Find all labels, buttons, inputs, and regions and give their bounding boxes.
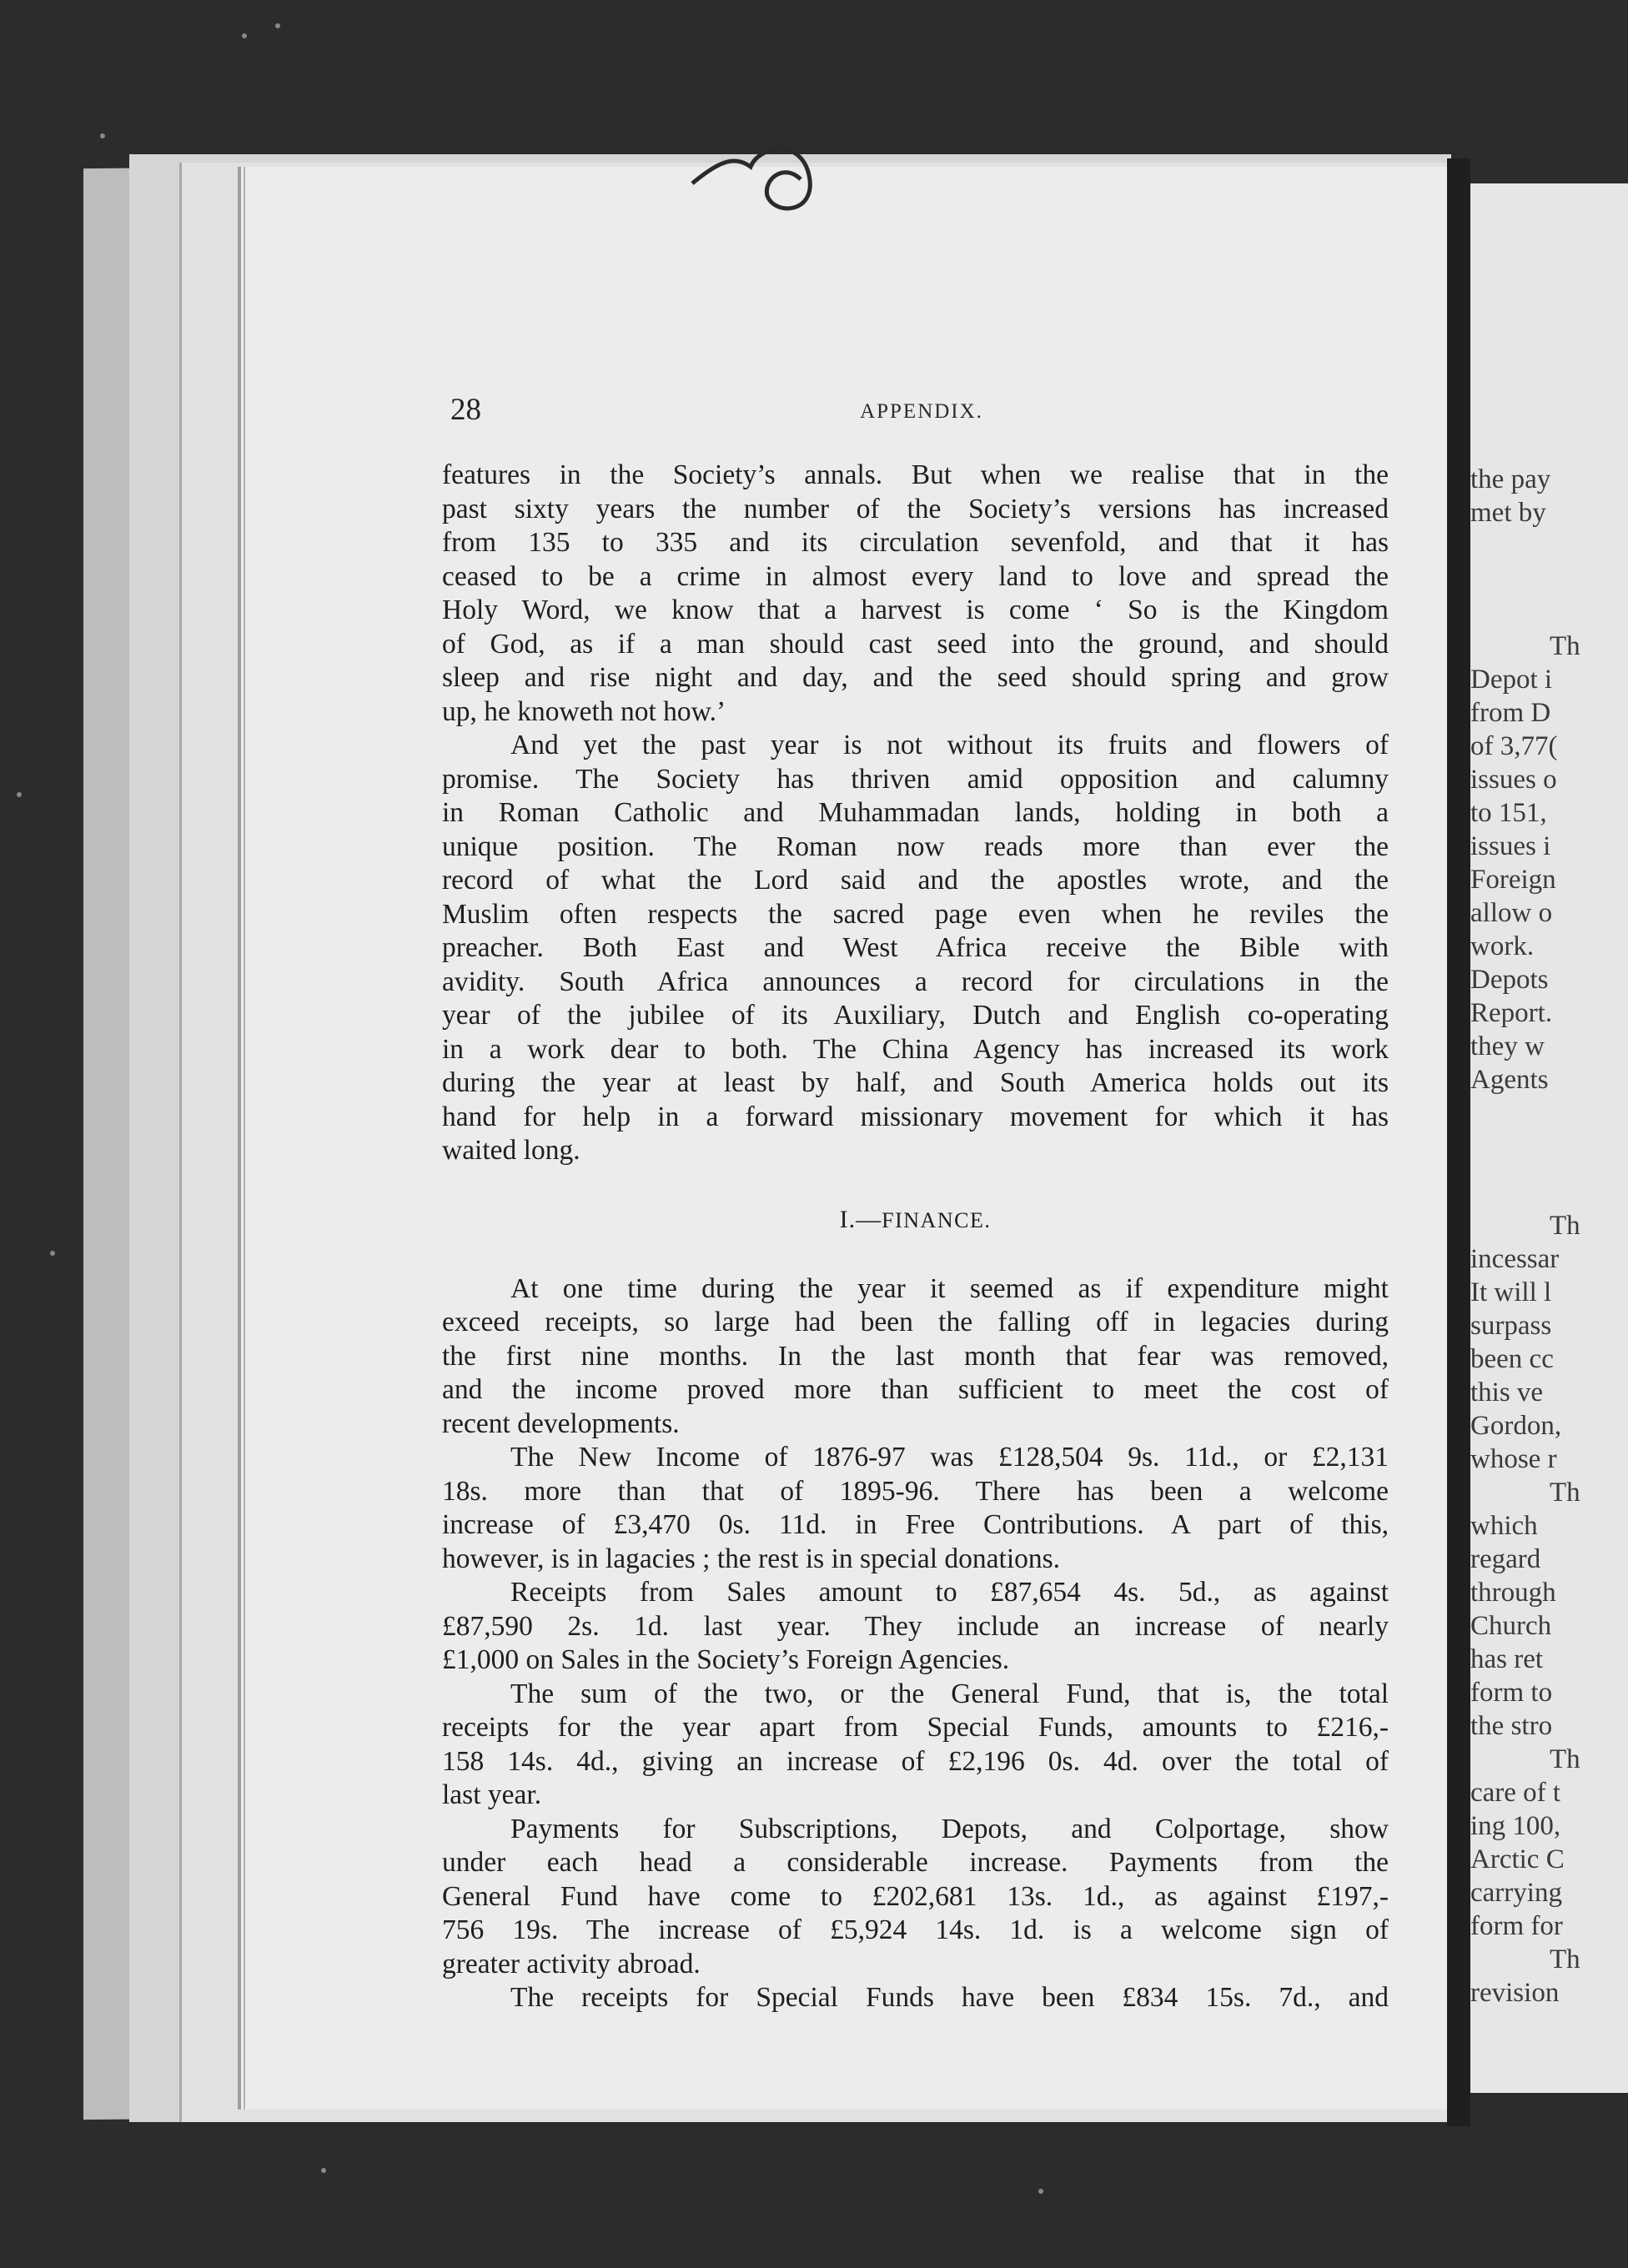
text-line: last year.: [442, 1779, 542, 1810]
text-line: £87,590 2s. 1d. last year. They include an increase of nearly: [442, 1610, 1389, 1642]
text-line: has ret: [1470, 1644, 1544, 1674]
text-line: form to: [1470, 1678, 1553, 1708]
dust-speck: [275, 23, 280, 28]
text-line: Muslim often respects the sacred page even when he reviles the: [442, 898, 1389, 930]
text-line: of God, as if a man should cast seed into the ground, and should: [442, 628, 1389, 660]
paragraph: [442, 1813, 1389, 1982]
text-line: receipts for the year apart from Special Funds, amounts to £216,-: [442, 1712, 1389, 1743]
text-line: record of what the Lord said and the apostles wrote, and the: [442, 865, 1389, 896]
text-line: during the year at least by half, and South America holds out its: [442, 1067, 1389, 1098]
text-line: The New Income of 1876-97 was £128,504 9s. 11d., or £2,131: [510, 1442, 1389, 1473]
text-line: ing 100,: [1470, 1811, 1561, 1841]
dust-speck: [242, 33, 247, 38]
paragraph: [442, 1981, 1389, 2015]
text-line: the stro: [1470, 1711, 1553, 1741]
binding-string-loop: [684, 129, 851, 229]
text-line: work.: [1470, 931, 1535, 961]
paragraph: [442, 1272, 1389, 1442]
text-line: Th: [1550, 1478, 1580, 1508]
text-line: waited long.: [442, 1135, 580, 1166]
section-numeral: I.—: [839, 1205, 882, 1233]
text-line: Gordon,: [1470, 1411, 1562, 1441]
dust-speck: [100, 133, 105, 138]
dust-speck: [321, 2168, 326, 2173]
text-line: allow o: [1470, 898, 1553, 928]
text-line: care of t: [1470, 1778, 1561, 1808]
text-line: and the income proved more than sufficient to meet the cost of: [442, 1374, 1389, 1405]
text-line: Payments for Subscriptions, Depots, and Colportage, show: [510, 1813, 1389, 1844]
paragraph: [442, 459, 1389, 729]
text-line: hand for help in a forward missionary movement for which it has: [442, 1101, 1389, 1132]
text-line: features in the Society’s annals. But when we realise that in the: [442, 459, 1389, 490]
text-line: increase of £3,470 0s. 11d. in Free Contributions. A part of this,: [442, 1509, 1389, 1540]
paragraph: [442, 1441, 1389, 1576]
text-line: The receipts for Special Funds have been £834 15s. 7d., and: [510, 1982, 1389, 2013]
text-line: whose r: [1470, 1444, 1557, 1474]
page-header: [450, 392, 1393, 434]
text-line: Depot i: [1470, 665, 1553, 695]
text-line: avidity. South Africa announces a record for circulations in the: [442, 966, 1389, 997]
text-line: this ve: [1470, 1377, 1544, 1407]
text-line: the first nine months. In the last month that fear was removed,: [442, 1340, 1389, 1372]
text-line: regard: [1470, 1544, 1541, 1574]
book-page-right-fragment: [1470, 183, 1628, 2093]
section-heading: [442, 1203, 1389, 1241]
text-line: of 3,77(: [1470, 731, 1558, 761]
text-line: £1,000 on Sales in the Society’s Foreign Agencies.: [442, 1644, 1010, 1675]
text-line: recent developments.: [442, 1407, 680, 1439]
text-line: through: [1470, 1578, 1556, 1608]
book-gutter: [1447, 158, 1470, 2126]
text-line: revision: [1470, 1978, 1560, 2008]
text-line: 158 14s. 4d., giving an increase of £2,196 0s. 4d. over the total of: [442, 1745, 1389, 1777]
paragraph: [442, 1576, 1389, 1678]
text-line: Foreign: [1470, 865, 1556, 895]
running-head: APPENDIX.: [860, 400, 983, 423]
text-line: up, he knoweth not how.’: [442, 695, 726, 727]
text-line: greater activity abroad.: [442, 1948, 701, 1979]
text-line: Church: [1470, 1611, 1552, 1641]
text-line: Receipts from Sales amount to £87,654 4s. 5d., as against: [510, 1577, 1389, 1608]
text-line: however, is in lagacies ; the rest is in special donations.: [442, 1543, 1061, 1574]
text-line: sleep and rise night and day, and the seed should spring and grow: [442, 662, 1389, 693]
text-line: from 135 to 335 and its circulation sevenfold, and that it has: [442, 527, 1389, 558]
dust-speck: [17, 792, 22, 797]
text-line: which: [1470, 1511, 1538, 1541]
text-line: the pay: [1470, 464, 1551, 494]
text-line: to 151,: [1470, 798, 1547, 828]
text-line: form for: [1470, 1911, 1563, 1941]
text-line: The sum of the two, or the General Fund, that is, the total: [510, 1678, 1389, 1709]
text-line: they w: [1470, 1031, 1545, 1061]
paragraph: [442, 729, 1389, 1168]
page-fold-line: [244, 167, 245, 2110]
text-line: Holy Word, we know that a harvest is come ‘ So is the Kingdom: [442, 595, 1389, 625]
text-line: past sixty years the number of the Society’s versions has increased: [442, 493, 1389, 524]
page-body: [442, 459, 1389, 2015]
text-line: 18s. more than that of 1895-96. There has been a welcome: [442, 1475, 1389, 1507]
text-line: ceased to be a crime in almost every land to love and spread the: [442, 560, 1389, 592]
text-line: issues i: [1470, 831, 1551, 861]
text-line: year of the jubilee of its Auxiliary, Dutch and English co-operating: [442, 1000, 1389, 1031]
text-line: At one time during the year it seemed as if expenditure might: [510, 1272, 1389, 1304]
text-line: carrying: [1470, 1878, 1562, 1908]
dust-speck: [50, 1251, 55, 1256]
text-line: incessar: [1470, 1244, 1560, 1274]
text-line: unique position. The Roman now reads more than ever the: [442, 830, 1389, 862]
text-line: issues o: [1470, 765, 1557, 795]
text-line: Th: [1550, 631, 1580, 661]
page-number: 28: [450, 393, 481, 427]
text-line: Th: [1550, 1211, 1580, 1241]
text-line: Th: [1550, 1944, 1580, 1974]
text-line: from D: [1470, 698, 1551, 728]
text-line: Arctic C: [1470, 1844, 1565, 1874]
text-line: General Fund have come to £202,681 13s. 1d., as against £197,-: [442, 1880, 1389, 1912]
text-line: Report.: [1470, 998, 1553, 1028]
text-line: in a work dear to both. The China Agency has increased its work: [442, 1033, 1389, 1065]
text-line: met by: [1470, 498, 1546, 528]
text-line: exceed receipts, so large had been the falling off in legacies during: [442, 1307, 1389, 1337]
dust-speck: [1038, 2189, 1043, 2194]
text-line: surpass: [1470, 1311, 1552, 1341]
text-line: Th: [1550, 1744, 1580, 1774]
text-line: Agents: [1470, 1065, 1549, 1095]
text-line: And yet the past year is not without its fruits and flowers of: [510, 730, 1389, 760]
text-line: under each head a considerable increase. Payments from the: [442, 1847, 1389, 1878]
section-title: FINANCE.: [882, 1207, 992, 1232]
text-line: It will l: [1470, 1277, 1552, 1307]
text-line: in Roman Catholic and Muhammadan lands, holding in both a: [442, 797, 1389, 828]
paragraph: [442, 1678, 1389, 1813]
text-line: preacher. Both East and West Africa receive the Bible with: [442, 932, 1389, 963]
text-line: Depots: [1470, 965, 1549, 995]
text-line: 756 19s. The increase of £5,924 14s. 1d. is a welcome sign of: [442, 1914, 1389, 1945]
text-line: promise. The Society has thriven amid opposition and calumny: [442, 763, 1389, 795]
text-line: been cc: [1470, 1344, 1554, 1374]
